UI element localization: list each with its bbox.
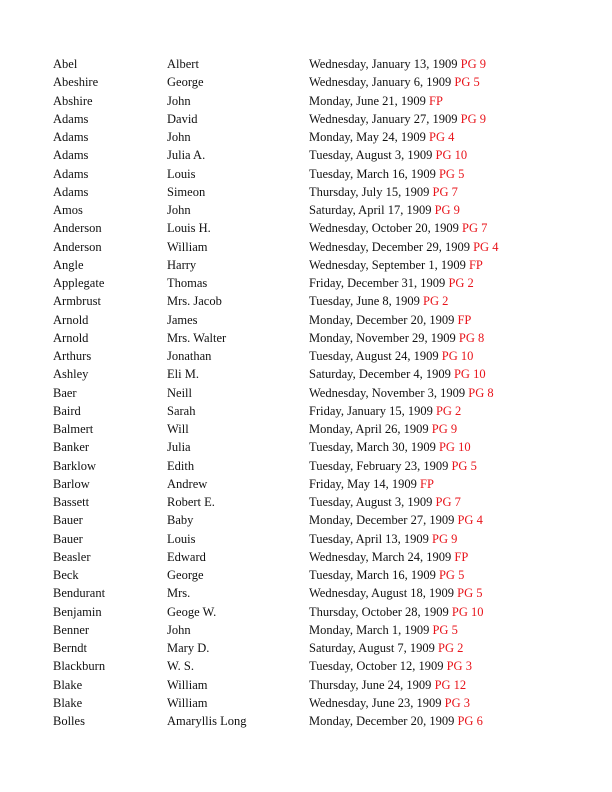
page-reference: PG 12 [434, 677, 467, 692]
list-item [53, 201, 593, 219]
publication-date: Friday, January 15, 1909 [309, 403, 433, 418]
publication-date: Tuesday, October 12, 1909 [309, 659, 444, 674]
first-name: Will [167, 422, 189, 436]
publication-date: Monday, December 27, 1909 [309, 513, 455, 528]
last-name: Baer [53, 385, 77, 400]
last-name: Amos [53, 203, 83, 217]
list-item [53, 329, 593, 347]
list-item [53, 238, 593, 256]
first-name: Edith [167, 458, 195, 473]
page-reference: PG 9 [434, 203, 460, 217]
last-name: Adams [53, 130, 89, 144]
publication-date: Wednesday, January 27, 1909 [309, 111, 458, 126]
first-name: Robert E. [167, 495, 215, 509]
publication-date: Tuesday, March 16, 1909 [309, 166, 436, 181]
publication-date: Wednesday, October 20, 1909 [309, 221, 459, 236]
publication-date: Monday, May 24, 1909 [309, 130, 426, 144]
page-reference: PG 4 [473, 239, 499, 254]
publication-date-cell [309, 530, 457, 548]
page-reference: PG 9 [431, 422, 458, 436]
publication-date-cell [309, 694, 470, 712]
last-name: Bauer [53, 513, 83, 528]
last-name: Barklow [53, 458, 97, 473]
publication-date-cell [309, 603, 484, 621]
last-name: Anderson [53, 221, 102, 236]
page-reference: PG 8 [458, 330, 485, 345]
publication-date: Wednesday, June 23, 1909 [309, 695, 442, 710]
first-name: Amaryllis Long [167, 714, 247, 728]
publication-date: Thursday, October 28, 1909 [309, 604, 449, 619]
publication-date-cell [309, 238, 498, 256]
publication-date: Friday, May 14, 1909 [309, 476, 417, 491]
last-name: Adams [53, 166, 89, 181]
first-name: Louis [167, 166, 196, 181]
last-name: Adams [53, 148, 89, 163]
first-name: Andrew [167, 476, 208, 491]
publication-date: Thursday, July 15, 1909 [309, 184, 430, 199]
first-name: Eli M. [167, 367, 199, 382]
publication-date-cell [309, 311, 471, 329]
first-name: Louis [167, 531, 196, 546]
list-item [53, 402, 593, 420]
last-name: Blackburn [53, 659, 106, 674]
page-reference: PG 7 [435, 495, 461, 509]
publication-date: Wednesday, January 13, 1909 [309, 57, 458, 71]
last-name: Bolles [53, 714, 85, 728]
last-name: Blake [53, 695, 83, 710]
list-item [53, 603, 593, 621]
list-item [53, 584, 593, 602]
publication-date: Tuesday, August 3, 1909 [309, 495, 433, 509]
last-name: Angle [53, 257, 84, 272]
publication-date: Thursday, June 24, 1909 [309, 677, 432, 692]
publication-date: Wednesday, August 18, 1909 [309, 586, 455, 601]
page-reference: PG 4 [457, 513, 483, 528]
first-name: Mrs. [167, 586, 191, 601]
publication-date: Monday, June 21, 1909 [309, 93, 426, 108]
publication-date-cell [309, 292, 448, 310]
last-name: Adams [53, 184, 89, 199]
publication-date-cell [309, 712, 483, 730]
last-name: Balmert [53, 422, 94, 436]
list-item [53, 548, 593, 566]
last-name: Arthurs [53, 349, 92, 363]
page-reference: FP [457, 312, 472, 327]
last-name: Berndt [53, 641, 88, 655]
last-name: Benner [53, 622, 90, 637]
first-name: Jonathan [167, 349, 212, 363]
list-item [53, 712, 593, 730]
publication-date-cell [309, 128, 454, 146]
publication-date: Friday, December 31, 1909 [309, 276, 446, 290]
page-reference: PG 9 [460, 57, 486, 71]
publication-date-cell [309, 566, 464, 584]
publication-date: Tuesday, August 24, 1909 [309, 349, 439, 363]
page-reference: FP [420, 476, 434, 491]
last-name: Beasler [53, 549, 91, 564]
first-name: Julia [167, 440, 191, 455]
publication-date-cell [309, 657, 472, 675]
publication-date: Saturday, April 17, 1909 [309, 203, 432, 217]
publication-date: Monday, December 20, 1909 [309, 312, 455, 327]
last-name: Baird [53, 403, 81, 418]
last-name: Bendurant [53, 586, 106, 601]
publication-date-cell [309, 73, 480, 91]
publication-date-cell [309, 493, 461, 511]
list-item [53, 219, 593, 237]
first-name: William [167, 695, 208, 710]
first-name: Mary D. [167, 641, 210, 655]
list-item [53, 438, 593, 456]
page-reference: PG 9 [460, 111, 486, 126]
list-item [53, 347, 593, 365]
first-name: John [167, 203, 191, 217]
publication-date-cell [309, 639, 463, 657]
first-name: Mrs. Jacob [167, 294, 222, 309]
publication-date-cell [309, 165, 464, 183]
list-item [53, 311, 593, 329]
publication-date-cell [309, 457, 477, 475]
page-reference: PG 3 [444, 695, 471, 710]
list-item [53, 475, 593, 493]
list-item [53, 146, 593, 164]
last-name: Applegate [53, 276, 105, 290]
last-name: Bassett [53, 495, 90, 509]
list-item [53, 457, 593, 475]
publication-date-cell [309, 146, 467, 164]
list-item [53, 657, 593, 675]
first-name: Simeon [167, 184, 206, 199]
publication-date: Wednesday, November 3, 1909 [309, 385, 466, 400]
page-reference: FP [454, 549, 469, 564]
first-name: George [167, 568, 204, 582]
first-name: Julia A. [167, 148, 206, 163]
publication-date-cell [309, 584, 483, 602]
list-item [53, 511, 593, 529]
publication-date: Tuesday, August 3, 1909 [309, 148, 433, 163]
page-reference: PG 10 [451, 604, 484, 619]
page-reference: FP [468, 257, 483, 272]
list-item [53, 566, 593, 584]
obituary-index-list [53, 55, 593, 730]
publication-date-cell [309, 92, 443, 110]
last-name: Arnold [53, 312, 89, 327]
page-reference: PG 2 [423, 294, 449, 309]
last-name: Blake [53, 677, 83, 692]
list-item [53, 694, 593, 712]
publication-date-cell [309, 420, 457, 438]
first-name: Thomas [167, 276, 208, 290]
first-name: James [167, 312, 198, 327]
first-name: William [167, 239, 208, 254]
publication-date: Tuesday, March 16, 1909 [309, 568, 436, 582]
list-item [53, 110, 593, 128]
list-item [53, 55, 593, 73]
last-name: Armbrust [53, 294, 101, 309]
first-name: John [167, 622, 191, 637]
page-reference: FP [429, 93, 443, 108]
list-item [53, 365, 593, 383]
page-reference: PG 5 [451, 458, 477, 473]
list-item [53, 493, 593, 511]
page-reference: PG 3 [446, 659, 472, 674]
page-reference: PG 10 [435, 148, 468, 163]
publication-date: Wednesday, March 24, 1909 [309, 549, 452, 564]
list-item [53, 165, 593, 183]
list-item [53, 292, 593, 310]
publication-date-cell [309, 548, 468, 566]
publication-date: Tuesday, April 13, 1909 [309, 531, 429, 546]
publication-date-cell [309, 329, 484, 347]
publication-date-cell [309, 511, 483, 529]
publication-date: Monday, November 29, 1909 [309, 330, 456, 345]
publication-date: Monday, December 20, 1909 [309, 714, 455, 728]
page-reference: PG 2 [438, 641, 464, 655]
publication-date-cell [309, 365, 486, 383]
publication-date: Wednesday, September 1, 1909 [309, 257, 466, 272]
first-name: Louis H. [167, 221, 211, 236]
publication-date: Saturday, December 4, 1909 [309, 367, 451, 382]
last-name: Abeshire [53, 75, 99, 90]
first-name: Geoge W. [167, 604, 217, 619]
page-reference: PG 5 [432, 622, 458, 637]
publication-date-cell [309, 201, 460, 219]
list-item [53, 676, 593, 694]
page-reference: PG 10 [441, 349, 474, 363]
publication-date: Wednesday, January 6, 1909 [309, 75, 452, 90]
page-reference: PG 7 [432, 184, 458, 199]
page-reference: PG 2 [435, 403, 462, 418]
first-name: Harry [167, 257, 197, 272]
publication-date: Monday, April 26, 1909 [309, 422, 429, 436]
first-name: Edward [167, 549, 206, 564]
list-item [53, 256, 593, 274]
page-reference: PG 8 [468, 385, 494, 400]
last-name: Abel [53, 57, 78, 71]
last-name: Barlow [53, 476, 90, 491]
page-reference: PG 10 [453, 367, 486, 382]
first-name: David [167, 111, 198, 126]
first-name: W. S. [167, 659, 194, 674]
last-name: Adams [53, 111, 89, 126]
page-reference: PG 5 [438, 166, 465, 181]
first-name: John [167, 130, 191, 144]
page-reference: PG 10 [438, 440, 471, 455]
list-item [53, 639, 593, 657]
first-name: Sarah [167, 403, 196, 418]
list-item [53, 92, 593, 110]
publication-date-cell [309, 274, 474, 292]
page-reference: PG 5 [457, 586, 483, 601]
publication-date-cell [309, 110, 486, 128]
publication-date: Saturday, August 7, 1909 [309, 641, 435, 655]
publication-date-cell [309, 55, 486, 73]
last-name: Benjamin [53, 604, 102, 619]
publication-date-cell [309, 347, 473, 365]
publication-date: Tuesday, June 8, 1909 [309, 294, 420, 309]
first-name: George [167, 75, 204, 90]
publication-date: Wednesday, December 29, 1909 [309, 239, 470, 254]
list-item [53, 384, 593, 402]
last-name: Bauer [53, 531, 83, 546]
publication-date-cell [309, 219, 487, 237]
list-item [53, 274, 593, 292]
first-name: William [167, 677, 208, 692]
page-reference: PG 4 [429, 130, 455, 144]
list-item [53, 183, 593, 201]
publication-date-cell [309, 676, 466, 694]
first-name: Neill [167, 385, 192, 400]
publication-date-cell [309, 402, 461, 420]
list-item [53, 420, 593, 438]
list-item [53, 621, 593, 639]
last-name: Arnold [53, 330, 89, 345]
publication-date-cell [309, 438, 471, 456]
publication-date-cell [309, 475, 434, 493]
first-name: Baby [167, 513, 194, 528]
last-name: Anderson [53, 239, 102, 254]
list-item [53, 530, 593, 548]
page-reference: PG 5 [454, 75, 480, 90]
first-name: John [167, 93, 191, 108]
publication-date: Tuesday, March 30, 1909 [309, 440, 436, 455]
page-reference: PG 7 [462, 221, 488, 236]
first-name: Albert [167, 57, 199, 71]
page-reference: PG 5 [438, 568, 465, 582]
publication-date-cell [309, 621, 458, 639]
first-name: Mrs. Walter [167, 330, 227, 345]
page-reference: PG 9 [432, 531, 458, 546]
page-reference: PG 6 [457, 714, 483, 728]
publication-date: Monday, March 1, 1909 [309, 622, 430, 637]
publication-date-cell [309, 183, 458, 201]
publication-date-cell [309, 384, 494, 402]
publication-date: Tuesday, February 23, 1909 [309, 458, 449, 473]
last-name: Ashley [53, 367, 89, 382]
list-item [53, 73, 593, 91]
last-name: Banker [53, 440, 90, 455]
last-name: Beck [53, 568, 79, 582]
list-item [53, 128, 593, 146]
publication-date-cell [309, 256, 483, 274]
last-name: Abshire [53, 93, 93, 108]
page-reference: PG 2 [448, 276, 474, 290]
